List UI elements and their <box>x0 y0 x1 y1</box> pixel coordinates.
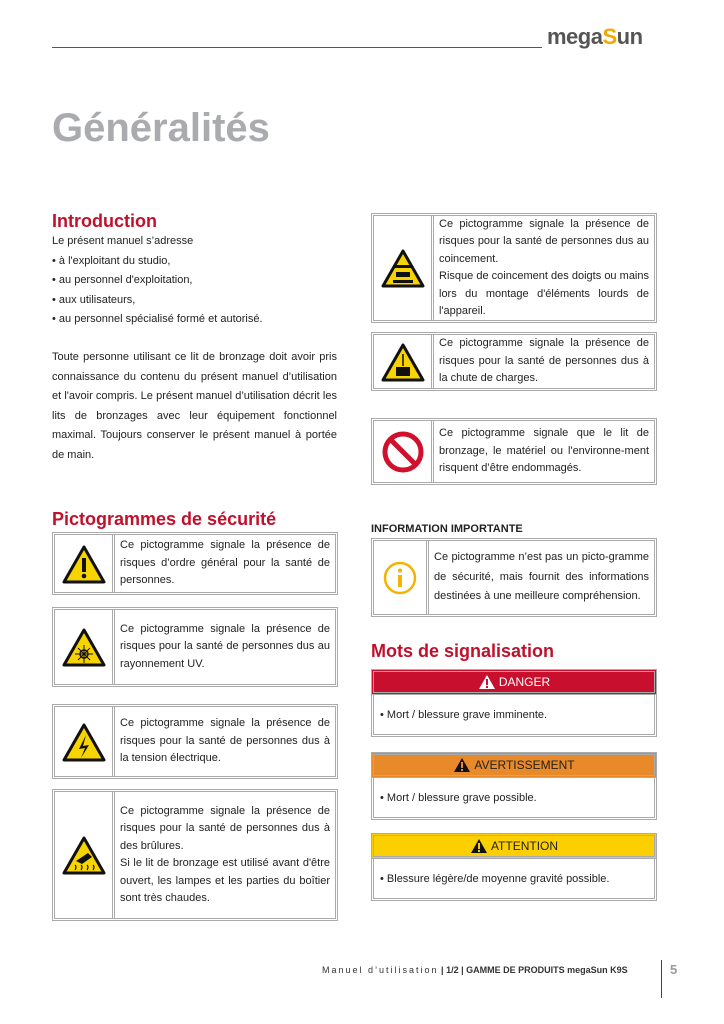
picto-text: Ce pictogramme signale la présence de risques pour la santé de personnes dus au coincement. Risque de coincement des doigts ou mains lors du montage d'éléments lourds de l'appareil. <box>439 217 649 317</box>
picto-text: Ce pictogramme signale que le lit de bronzage, le matériel ou l'environne-ment risquent d’être endommagés. <box>439 427 649 475</box>
picto-box <box>52 704 338 779</box>
signal-item: • Blessure légère/de moyenne gravité possible. <box>371 859 657 901</box>
footer-divider <box>661 960 662 998</box>
picto-box <box>52 789 338 921</box>
picto-box <box>52 607 338 687</box>
warning-icon <box>453 757 471 773</box>
signal-label: AVERTISSEMENT <box>474 758 575 772</box>
signal-avertissement <box>371 752 657 820</box>
uv-radiation-icon <box>55 610 115 684</box>
general-warning-icon <box>55 535 115 592</box>
list-item: • aux utilisateurs, <box>52 293 136 306</box>
page-title: Généralités <box>52 106 270 150</box>
list-item: • au personnel d'exploitation, <box>52 274 193 286</box>
picto-box <box>371 213 657 323</box>
picto-text: Ce pictogramme signale la présence de risques pour la santé de personnes dus à la tension électrique. <box>120 717 330 765</box>
info-text: Ce pictogramme n’est pas un picto-gramme de sécurité, mais fournit des informations destinées à une meilleure compréhension. <box>434 551 649 603</box>
signal-attention <box>371 833 657 901</box>
avertissement-bar <box>371 752 657 778</box>
intro-paragraph: Toute personne utilisant ce lit de bronzage doit avoir pris connaissance du contenu du présent manuel d’utilisation et l'avoir compris. Le présent manuel d’utilisation décrit les lits de bronzages avec leur équipement fonctionnel maximal. Toujours conserver le présent manuel à portée de main. <box>52 351 337 461</box>
signal-label: DANGER <box>498 675 551 689</box>
picto-text: Ce pictogramme signale la présence de risques pour la santé de personnes dus à des brûlures. Si le lit de bronzage est utilisé avant d'être ouvert, les lampes et les parties du boîtier sont très chaudes. <box>120 804 330 904</box>
list-item: • à l'exploitant du studio, <box>52 254 171 267</box>
attention-bar <box>371 833 657 859</box>
signal-item: • Mort / blessure grave imminente. <box>371 695 657 737</box>
danger-bar <box>371 669 657 695</box>
picto-text: Ce pictogramme signale la présence de risques pour la santé de personnes dus à la chute de charges. <box>439 337 649 385</box>
header-rule <box>52 47 542 48</box>
intro-lead: Le présent manuel s’adresse <box>52 235 194 247</box>
hot-surface-icon <box>55 792 115 918</box>
crushing-hazard-icon <box>374 216 434 320</box>
picto-box <box>371 418 657 485</box>
megasun-logo: megaSun <box>547 24 643 49</box>
page-number: 5 <box>670 962 678 977</box>
info-box <box>371 538 657 617</box>
footer-product: | 1/2 | GAMME DE PRODUITS megaSun K9S <box>438 965 628 975</box>
pictos-heading: Pictogrammes de sécurité <box>52 509 277 529</box>
information-icon <box>374 541 429 614</box>
picto-text: Ce pictogramme signale la présence de risques d’ordre général pour la santé de personnes. <box>120 539 330 587</box>
warning-icon <box>470 838 488 854</box>
picto-box <box>371 332 657 391</box>
info-heading: INFORMATION IMPORTANTE <box>371 523 523 535</box>
list-item: • au personnel spécialisé formé et autorisé. <box>52 313 263 325</box>
warning-icon <box>478 674 496 690</box>
signal-label: ATTENTION <box>490 839 559 853</box>
picto-text: Ce pictogramme signale la présence de risques pour la santé de personnes dus au rayonnement UV. <box>120 622 330 670</box>
intro-heading: Introduction <box>52 211 157 231</box>
footer-manual: Manuel d’utilisation <box>322 965 439 975</box>
signal-item: • Mort / blessure grave possible. <box>371 778 657 820</box>
intro-list <box>52 232 337 330</box>
signal-danger <box>371 669 657 737</box>
electric-voltage-icon <box>55 707 115 776</box>
picto-box <box>52 532 338 595</box>
prohibition-icon <box>374 421 434 482</box>
signal-heading: Mots de signalisation <box>371 641 555 661</box>
falling-load-icon <box>374 335 434 388</box>
footer-text <box>322 965 628 975</box>
